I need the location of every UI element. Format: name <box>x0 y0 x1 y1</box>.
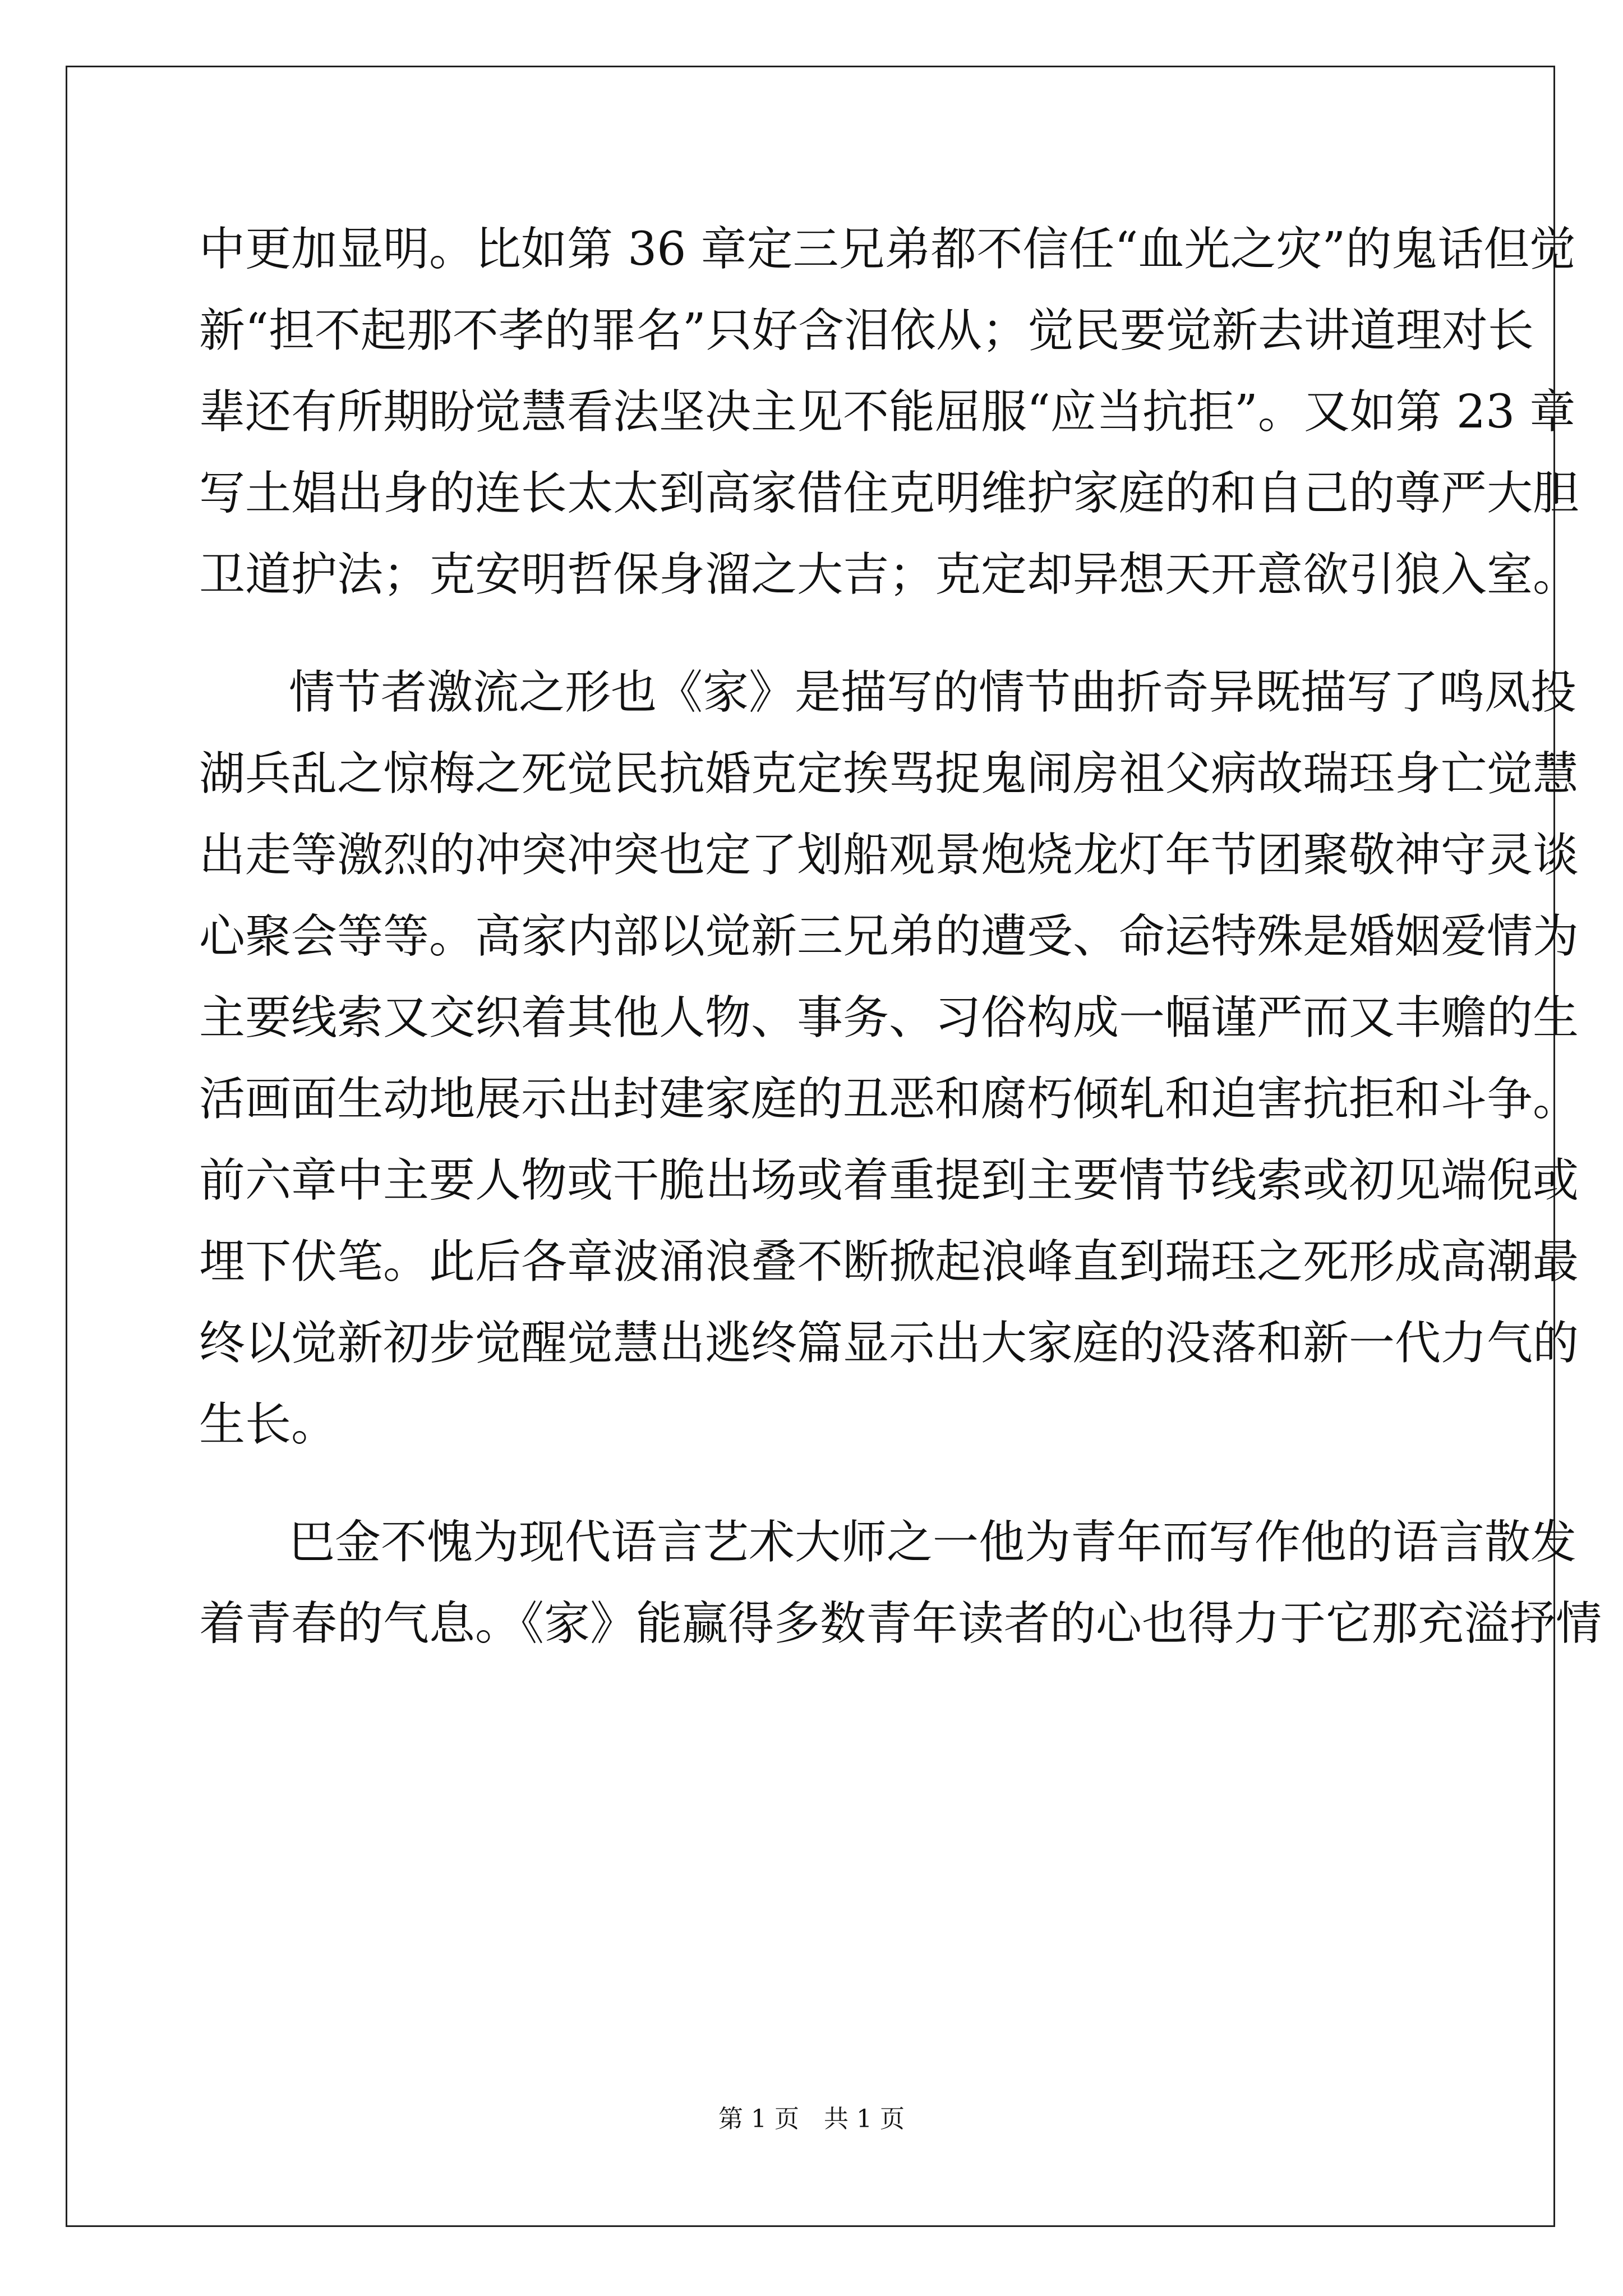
text-line: 卫道护法；克安明哲保身溜之大吉；克定却异想天开意欲引狼入室。 <box>199 548 1579 601</box>
text-line: 主要线索又交织着其他人物、事务、习俗构成一幅谨严而又丰赡的生 <box>199 991 1579 1045</box>
text-line: 出走等激烈的冲突冲突也定了划船观景炮烧龙灯年节团聚敬神守灵谈 <box>199 829 1579 882</box>
document-body <box>199 209 1602 1664</box>
text-line: 着青春的气息。《家》能赢得多数青年读者的心也得力于它那充溢抒情 <box>199 1597 1602 1650</box>
page-number-label: 第 1 页 <box>718 2105 799 2133</box>
text-line: 埋下伏笔。此后各章波涌浪叠不断掀起浪峰直到瑞珏之死形成高潮最 <box>199 1235 1579 1289</box>
text-line: 中更加显明。比如第 36 章定三兄弟都不信任“血光之灾”的鬼话但觉 <box>199 223 1576 276</box>
text-line: 辈还有所期盼觉慧看法坚决主见不能屈服“应当抗拒”。又如第 23 章 <box>199 385 1576 439</box>
text-line: 写土娼出身的连长太太到高家借住克明维护家庭的和自己的尊严大胆 <box>199 467 1579 520</box>
text-line: 前六章中主要人物或干脆出场或着重提到主要情节线索或初见端倪或 <box>199 1154 1579 1207</box>
text-line: 情节者激流之形也《家》是描写的情节曲折奇异既描写了鸣凤投 <box>289 666 1577 719</box>
text-line: 心聚会等等。高家内部以觉新三兄弟的遭受、命运特殊是婚姻爱情为 <box>199 910 1579 963</box>
text-line: 终以觉新初步觉醒觉慧出逃终篇显示出大家庭的没落和新一代力气的 <box>199 1317 1579 1370</box>
text-line: 生长。 <box>199 1398 338 1451</box>
page-footer <box>0 2102 1623 2136</box>
page-total-label: 共 1 页 <box>824 2105 905 2133</box>
text-line: 活画面生动地展示出封建家庭的丑恶和腐朽倾轧和迫害抗拒和斗争。 <box>199 1073 1579 1126</box>
text-line: 湖兵乱之惊梅之死觉民抗婚克定挨骂捉鬼闹房祖父病故瑞珏身亡觉慧 <box>199 747 1579 800</box>
text-line: 巴金不愧为现代语言艺术大师之一他为青年而写作他的语言散发 <box>289 1516 1577 1569</box>
text-line: 新“担不起那不孝的罪名”只好含泪依从；觉民要觉新去讲道理对长 <box>199 304 1534 357</box>
